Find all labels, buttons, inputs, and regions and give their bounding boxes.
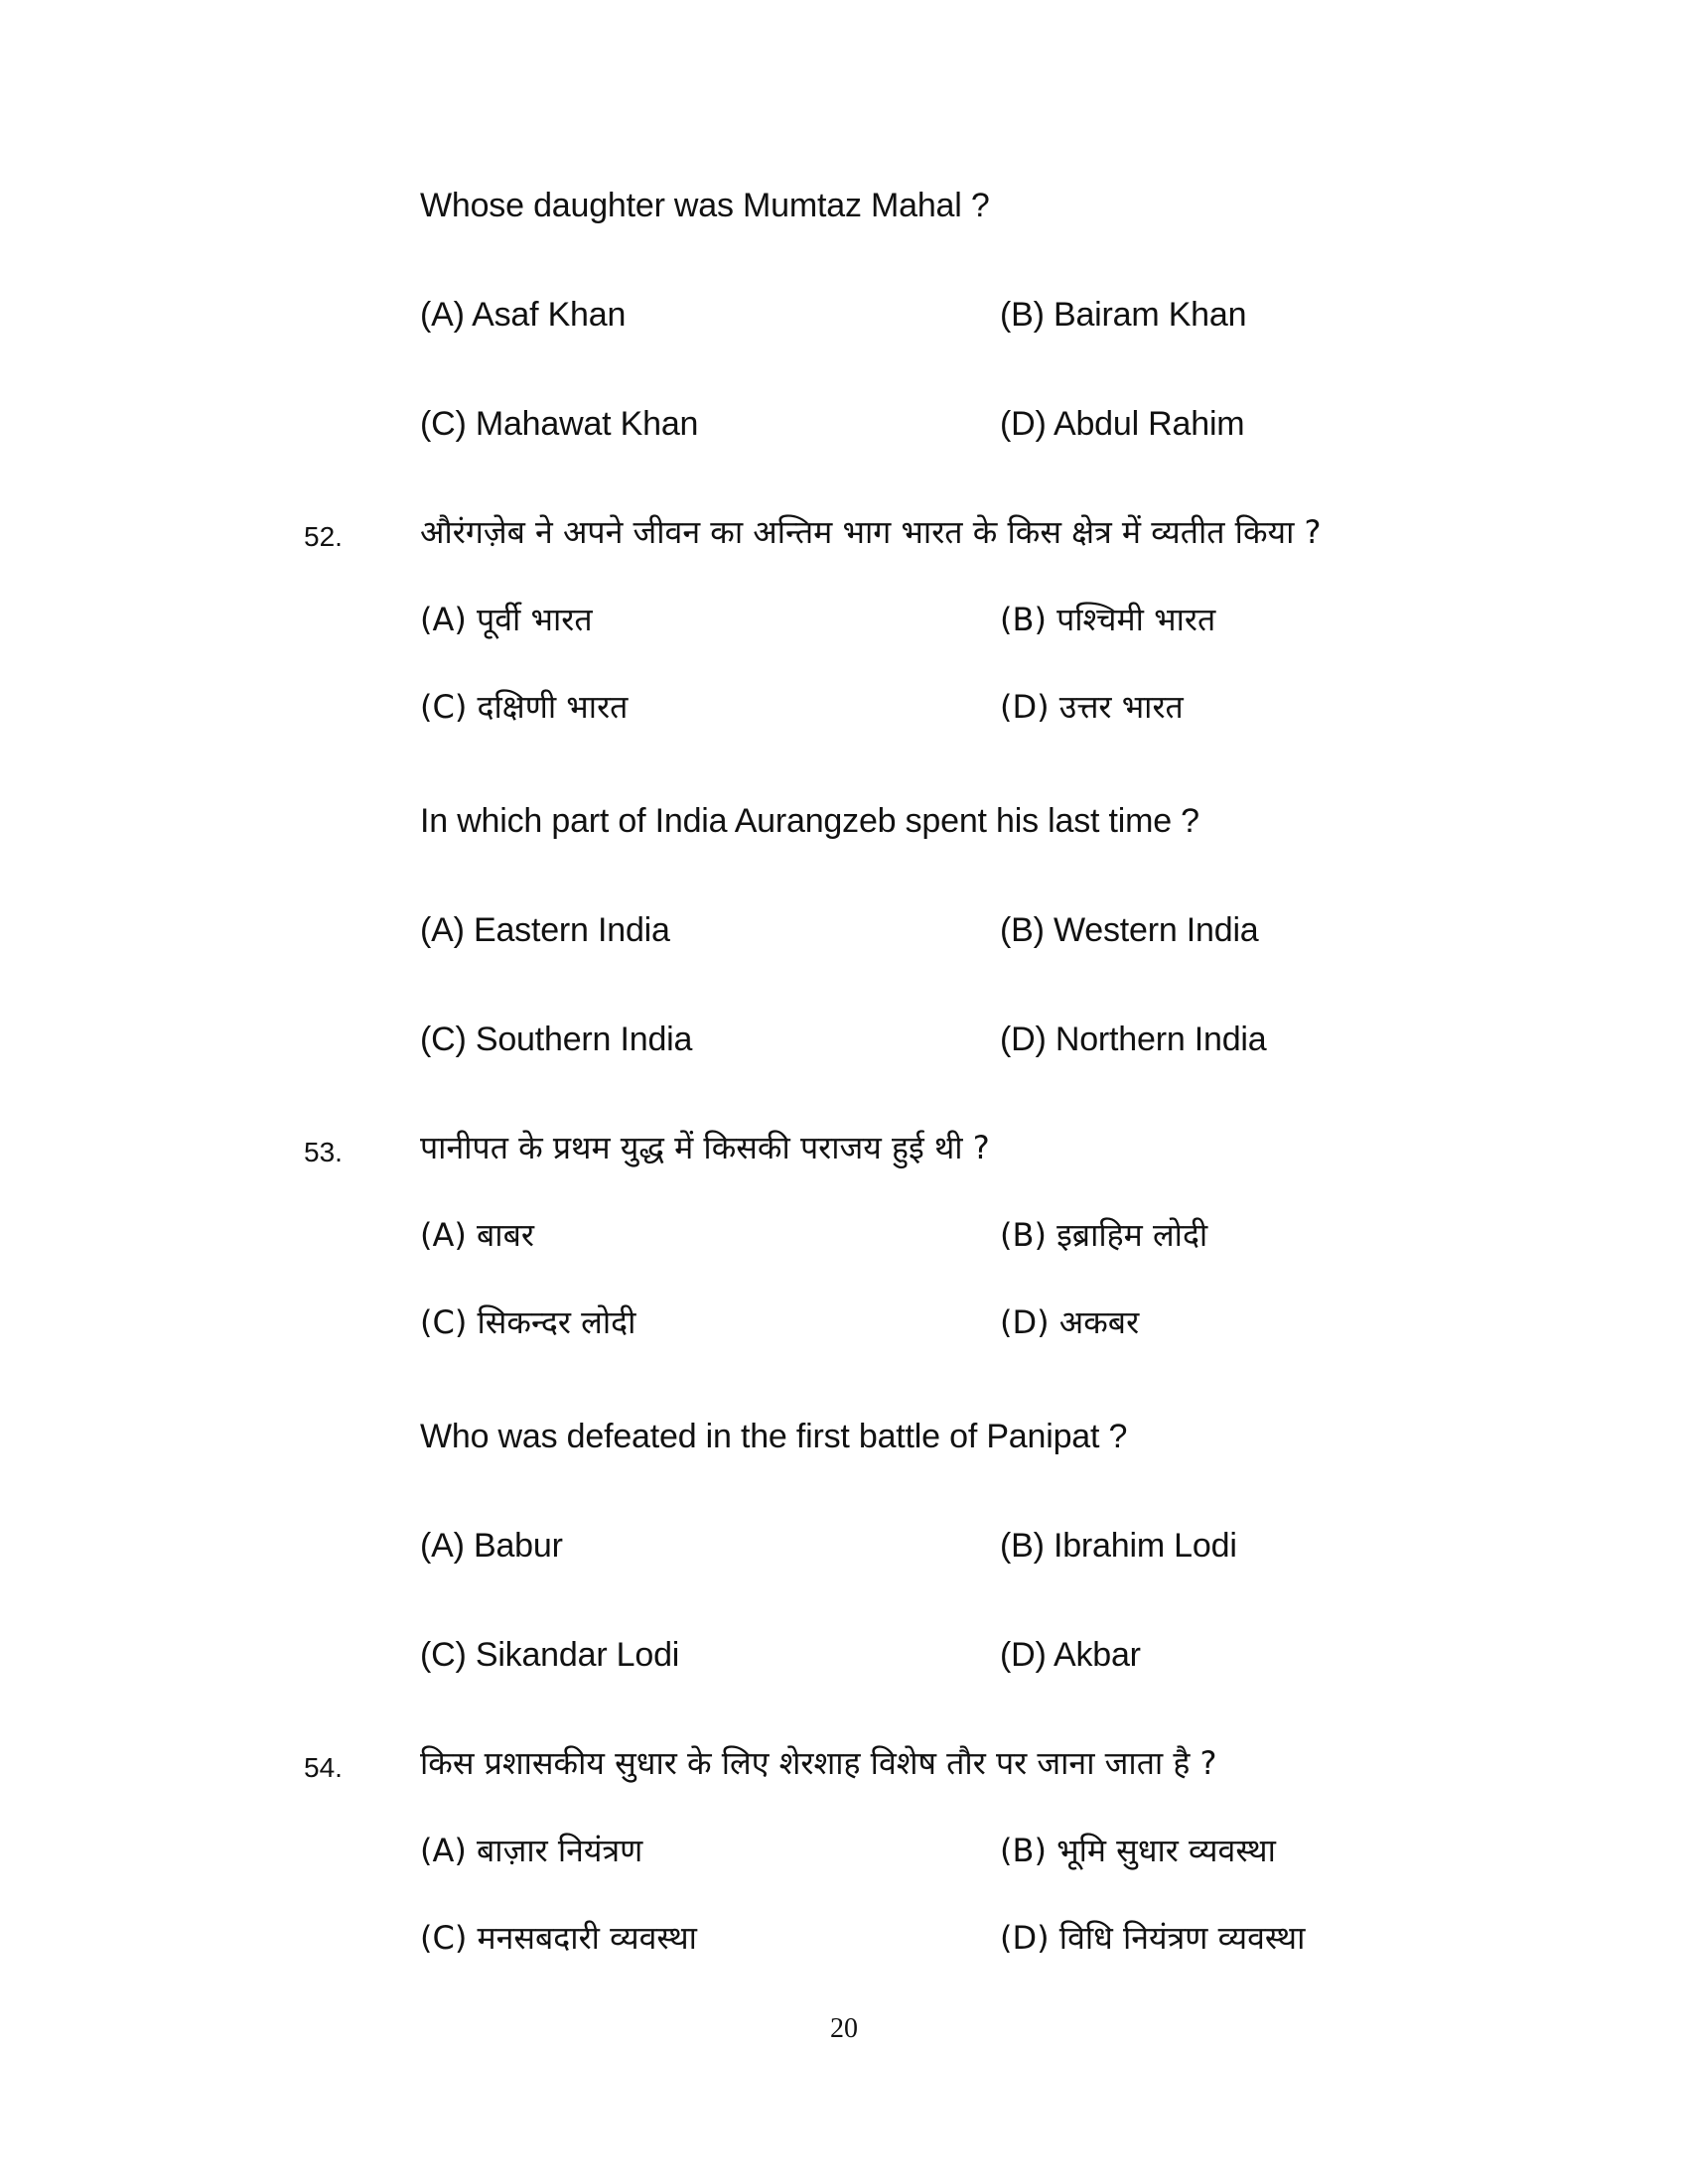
option-b: (B) Western India [1000,911,1259,949]
option-c: (C) Southern India [420,1021,693,1058]
page-number: 20 [830,2013,858,2044]
question-52-english-text: In which part of India Aurangzeb spent his last time ? [420,802,1199,840]
option-a: (A) Babur [420,1527,563,1565]
option-c: (C) Sikandar Lodi [420,1636,680,1674]
option-b-hindi: (B) पश्चिमी भारत [1000,601,1216,638]
option-c-hindi: (C) मनसबदारी व्यवस्था [420,1919,697,1957]
question-number-52: 52. [304,521,343,552]
question-number-54: 54. [304,1752,343,1783]
option-a-hindi: (A) बाबर [420,1216,534,1254]
option-d: (D) Northern India [1000,1021,1267,1058]
option-c-hindi: (C) दक्षिणी भारत [420,688,629,726]
question-51-english-text: Whose daughter was Mumtaz Mahal ? [420,187,990,224]
option-b-hindi: (B) भूमि सुधार व्यवस्था [1000,1832,1276,1869]
option-b: (B) Ibrahim Lodi [1000,1527,1237,1565]
question-53-english-text: Who was defeated in the first battle of Panipat ? [420,1418,1128,1455]
option-d-hindi: (D) विधि नियंत्रण व्यवस्था [1000,1919,1306,1957]
question-54-hindi-text: किस प्रशासकीय सुधार के लिए शेरशाह विशेष तौर पर जाना जाता है ? [420,1744,1217,1782]
option-d: (D) Akbar [1000,1636,1141,1674]
option-b: (B) Bairam Khan [1000,296,1247,334]
option-a-hindi: (A) पूर्वी भारत [420,601,593,638]
question-number-53: 53. [304,1137,343,1167]
option-d-hindi: (D) अकबर [1000,1303,1140,1341]
question-52-hindi-text: औरंगज़ेब ने अपने जीवन का अन्तिम भाग भारत के किस क्षेत्र में व्यतीत किया ? [420,513,1322,551]
question-53-hindi-text: पानीपत के प्रथम युद्ध में किसकी पराजय हुई थी ? [420,1129,990,1166]
option-a: (A) Eastern India [420,911,670,949]
option-a: (A) Asaf Khan [420,296,627,334]
option-d-hindi: (D) उत्तर भारत [1000,688,1184,726]
option-b-hindi: (B) इब्राहिम लोदी [1000,1216,1208,1254]
option-d: (D) Abdul Rahim [1000,405,1245,443]
option-a-hindi: (A) बाज़ार नियंत्रण [420,1832,643,1869]
option-c-hindi: (C) सिकन्दर लोदी [420,1303,636,1341]
option-c: (C) Mahawat Khan [420,405,699,443]
